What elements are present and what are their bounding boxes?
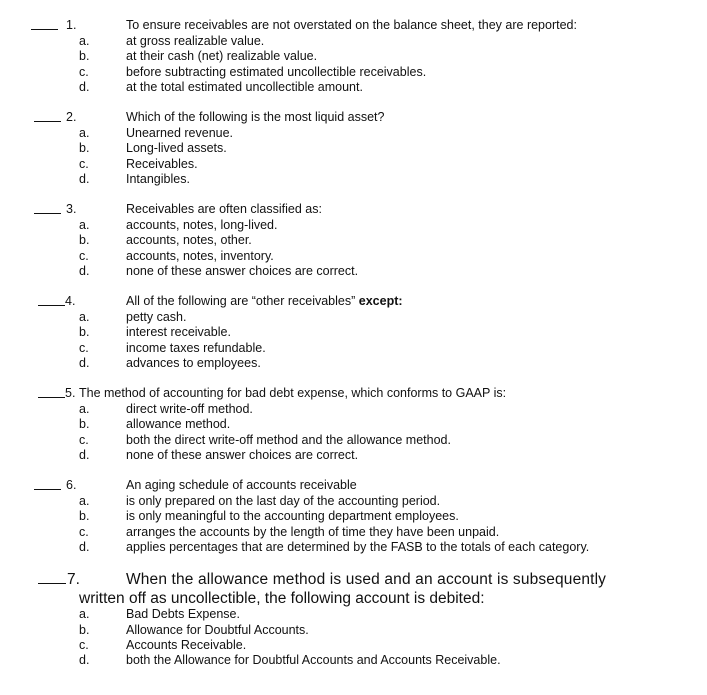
question-stem (126, 294, 403, 309)
option-text: accounts, notes, long-lived. (126, 218, 278, 232)
option-text: none of these answer choices are correct. (126, 448, 359, 462)
option-letter: d. (79, 172, 90, 186)
question-number: 7. (67, 571, 80, 588)
option-letter: b. (79, 49, 90, 63)
option-text: income taxes refundable. (126, 341, 266, 355)
option-text: Unearned revenue. (126, 126, 234, 140)
option-text: both the direct write-off method and the allowance method. (126, 433, 451, 447)
option-text: petty cash. (126, 310, 187, 324)
option-text: at gross realizable value. (126, 34, 265, 48)
option-text: both the Allowance for Doubtful Accounts and Accounts Receivable. (126, 653, 501, 667)
answer-blank-2[interactable] (34, 110, 61, 122)
answer-blank-7[interactable] (38, 570, 66, 584)
option-letter: a. (79, 402, 90, 416)
question-number: 4. (65, 294, 76, 308)
option-letter: b. (79, 233, 90, 247)
option-letter: c. (79, 65, 89, 79)
option-letter: d. (79, 264, 90, 278)
question-stem: Receivables are often classified as: (126, 202, 322, 216)
option-letter: a. (79, 607, 90, 621)
option-letter: c. (79, 433, 89, 447)
question-stem-line-1: When the allowance method is used and an account is subsequently (126, 571, 607, 588)
option-text: advances to employees. (126, 356, 261, 370)
question-stem: An aging schedule of accounts receivable (126, 478, 357, 492)
option-letter: b. (79, 509, 90, 523)
option-letter: c. (79, 341, 89, 355)
question-stem-emphasis: except: (358, 294, 403, 308)
answer-blank-5[interactable] (38, 386, 65, 398)
option-letter: d. (79, 448, 90, 462)
option-text: at the total estimated uncollectible amount. (126, 80, 363, 94)
question-stem: The method of accounting for bad debt expense, which conforms to GAAP is: (79, 386, 507, 400)
question-number: 5. (65, 386, 76, 400)
question-number: 2. (66, 110, 77, 124)
option-text: none of these answer choices are correct. (126, 264, 359, 278)
answer-blank-4[interactable] (38, 294, 65, 306)
option-text: interest receivable. (126, 325, 231, 339)
option-text: at their cash (net) realizable value. (126, 49, 318, 63)
question-stem-text: All of the following are “other receivables” (126, 294, 356, 308)
answer-blank-3[interactable] (34, 202, 61, 214)
question-stem-line-2: written off as uncollectible, the following account is debited: (79, 590, 485, 607)
option-text: Bad Debts Expense. (126, 607, 240, 621)
option-text: is only meaningful to the accounting department employees. (126, 509, 459, 523)
option-text: Receivables. (126, 157, 198, 171)
option-letter: a. (79, 126, 90, 140)
option-letter: d. (79, 540, 90, 554)
option-letter: b. (79, 623, 90, 637)
option-letter: a. (79, 310, 90, 324)
option-letter: c. (79, 638, 89, 652)
option-letter: c. (79, 157, 89, 171)
option-letter: d. (79, 80, 90, 94)
option-letter: d. (79, 653, 90, 667)
option-text: applies percentages that are determined by the FASB to the totals of each category. (126, 540, 590, 554)
option-letter: b. (79, 325, 90, 339)
option-text: arranges the accounts by the length of time they have been unpaid. (126, 525, 500, 539)
option-letter: d. (79, 356, 90, 370)
answer-blank-6[interactable] (34, 478, 61, 490)
option-text: Intangibles. (126, 172, 190, 186)
option-text: is only prepared on the last day of the accounting period. (126, 494, 441, 508)
question-stem: To ensure receivables are not overstated on the balance sheet, they are reported: (126, 18, 577, 32)
option-text: accounts, notes, inventory. (126, 249, 274, 263)
answer-blank-1[interactable] (31, 18, 58, 30)
question-stem: Which of the following is the most liquid asset? (126, 110, 385, 124)
question-number: 6. (66, 478, 77, 492)
option-text: Accounts Receivable. (126, 638, 247, 652)
option-text: Allowance for Doubtful Accounts. (126, 623, 309, 637)
option-letter: b. (79, 417, 90, 431)
option-letter: a. (79, 34, 90, 48)
option-text: allowance method. (126, 417, 231, 431)
option-text: Long-lived assets. (126, 141, 227, 155)
option-letter: c. (79, 249, 89, 263)
option-letter: a. (79, 218, 90, 232)
option-text: accounts, notes, other. (126, 233, 252, 247)
question-number: 3. (66, 202, 77, 216)
option-letter: c. (79, 525, 89, 539)
option-letter: b. (79, 141, 90, 155)
option-text: before subtracting estimated uncollectible receivables. (126, 65, 427, 79)
option-letter: a. (79, 494, 90, 508)
option-text: direct write-off method. (126, 402, 253, 416)
question-number: 1. (66, 18, 77, 32)
